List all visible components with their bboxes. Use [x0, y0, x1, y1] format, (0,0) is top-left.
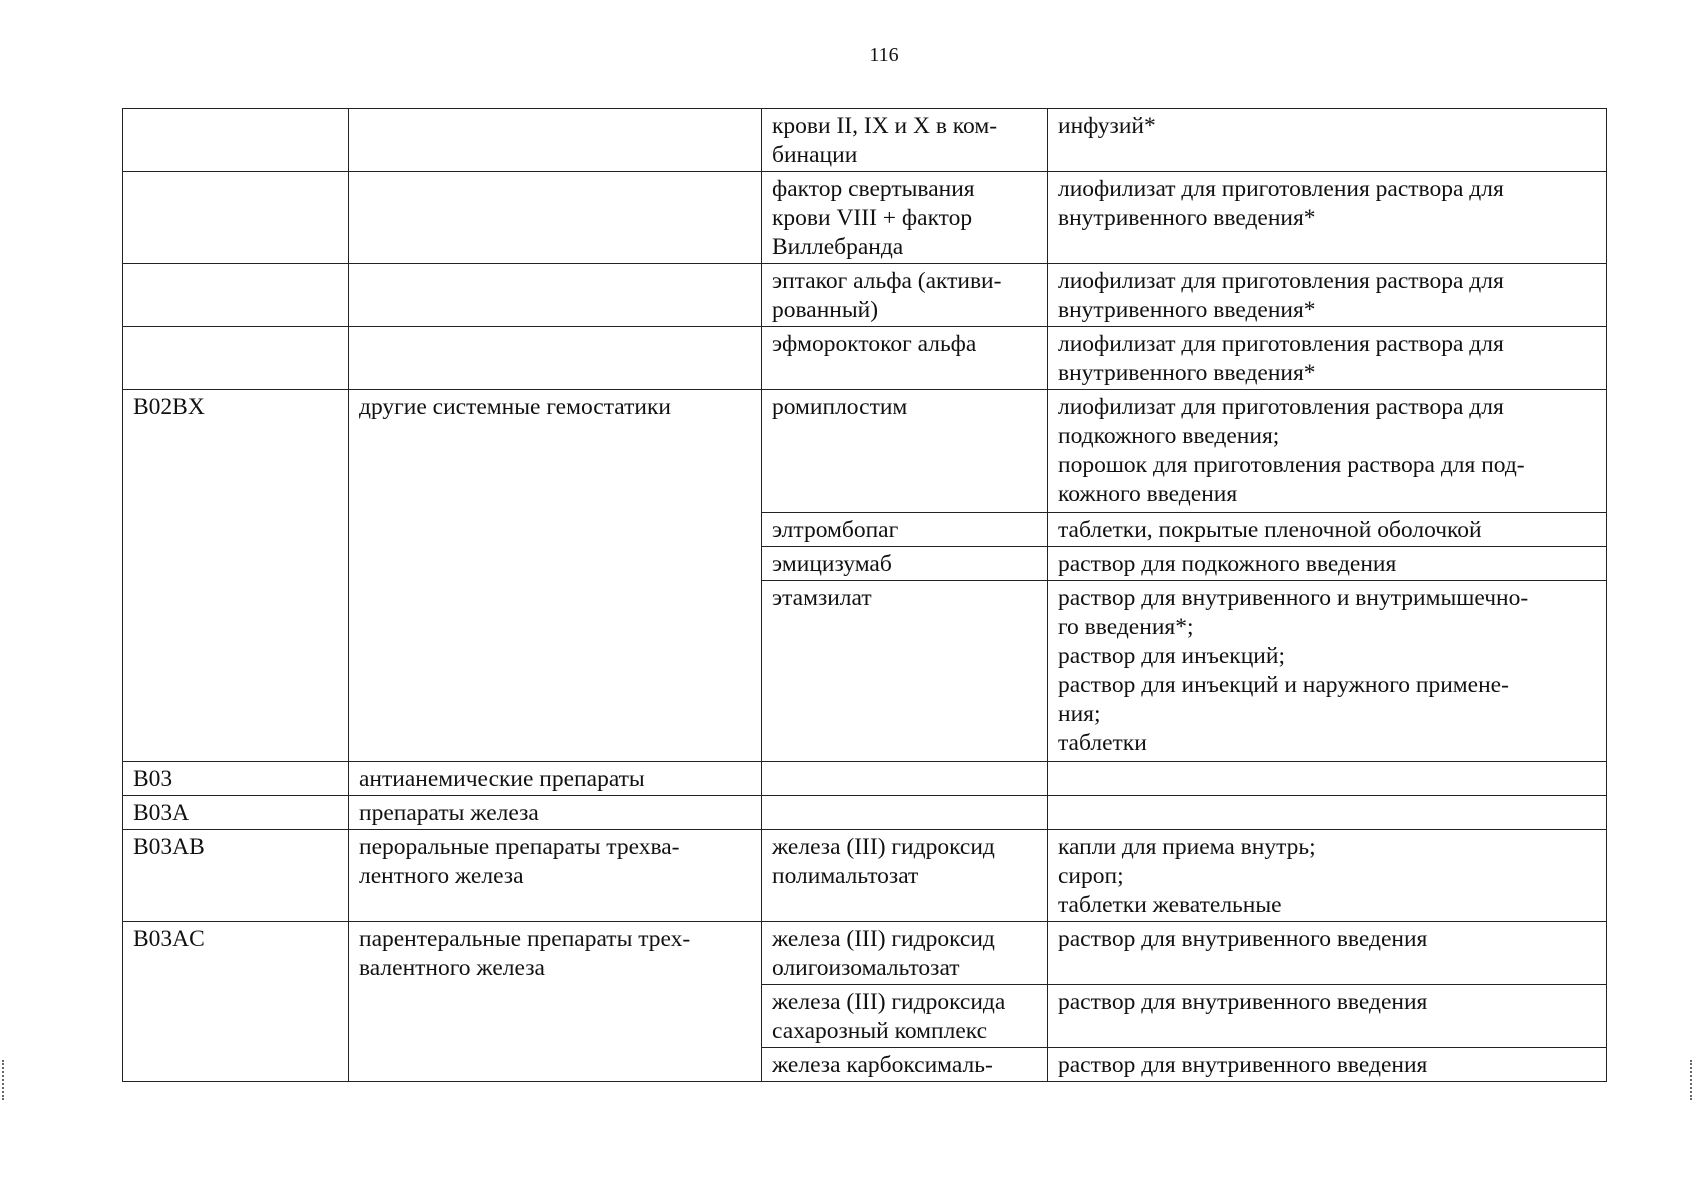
group-cell: [349, 172, 762, 264]
atc-code-cell: B03A: [123, 796, 349, 830]
drug-name-cell: элтромбопаг: [762, 513, 1048, 547]
table-row: [123, 327, 1607, 390]
atc-code-cell: B03AB: [123, 830, 349, 922]
drug-name-cell: ромиплостим: [762, 390, 1048, 513]
group-cell: пероральные препараты трехва- лентного железа: [349, 830, 762, 922]
atc-code-cell: B03: [123, 762, 349, 796]
table-row: [123, 922, 1607, 985]
group-cell: другие системные гемостатики: [349, 390, 762, 762]
atc-code-cell: [123, 327, 349, 390]
group-cell: [349, 264, 762, 327]
table-row: [123, 109, 1607, 172]
dosage-form-cell: [1048, 762, 1607, 796]
dosage-form-cell: лиофилизат для приготовления раствора для внутривенного введения*: [1048, 172, 1607, 264]
drug-name-cell: железа карбоксималь-: [762, 1048, 1048, 1082]
dosage-form-cell: лиофилизат для приготовления раствора для внутривенного введения*: [1048, 327, 1607, 390]
group-cell: парентеральные препараты трех- валентного железа: [349, 922, 762, 1082]
dosage-form-cell: раствор для внутривенного введения: [1048, 1048, 1607, 1082]
dosage-form-cell: таблетки, покрытые пленочной оболочкой: [1048, 513, 1607, 547]
dosage-form-cell: инфузий*: [1048, 109, 1607, 172]
dosage-form-cell: раствор для внутривенного и внутримышечно- го введения*; раствор для инъекций; раствор для инъекций и наружного примене- ния; таблетки: [1048, 581, 1607, 762]
dosage-form-cell: раствор для подкожного введения: [1048, 547, 1607, 581]
dosage-form-cell: лиофилизат для приготовления раствора для подкожного введения; порошок для приготовления раствора для под- кожного введения: [1048, 390, 1607, 513]
drug-name-cell: железа (III) гидроксида сахарозный комплекс: [762, 985, 1048, 1048]
atc-code-cell: [123, 172, 349, 264]
drug-table: [122, 108, 1607, 1082]
atc-code-cell: [123, 109, 349, 172]
group-cell: препараты железа: [349, 796, 762, 830]
table-row: [123, 172, 1607, 264]
group-cell: [349, 109, 762, 172]
left-margin-mark: [2, 1060, 7, 1100]
drug-name-cell: [762, 762, 1048, 796]
atc-code-cell: B03AC: [123, 922, 349, 1082]
group-cell: [349, 327, 762, 390]
drug-name-cell: этамзилат: [762, 581, 1048, 762]
dosage-form-cell: раствор для внутривенного введения: [1048, 985, 1607, 1048]
table-row: [123, 762, 1607, 796]
table-row: [123, 796, 1607, 830]
group-cell: антианемические препараты: [349, 762, 762, 796]
drug-name-cell: эмицизумаб: [762, 547, 1048, 581]
atc-code-cell: B02BX: [123, 390, 349, 762]
drug-name-cell: эптаког альфа (активи- рованный): [762, 264, 1048, 327]
page-number: 116: [869, 44, 899, 66]
drug-name-cell: железа (III) гидроксид полимальтозат: [762, 830, 1048, 922]
right-margin-mark: [1690, 1060, 1695, 1100]
drug-name-cell: эфмороктоког альфа: [762, 327, 1048, 390]
drug-name-cell: [762, 796, 1048, 830]
table-row: [123, 390, 1607, 513]
drug-name-cell: фактор свертывания крови VIII + фактор Виллебранда: [762, 172, 1048, 264]
dosage-form-cell: раствор для внутривенного введения: [1048, 922, 1607, 985]
table-row: [123, 830, 1607, 922]
atc-code-cell: [123, 264, 349, 327]
table-row: [123, 264, 1607, 327]
drug-name-cell: крови II, IX и X в ком- бинации: [762, 109, 1048, 172]
dosage-form-cell: капли для приема внутрь; сироп; таблетки жевательные: [1048, 830, 1607, 922]
dosage-form-cell: [1048, 796, 1607, 830]
dosage-form-cell: лиофилизат для приготовления раствора для внутривенного введения*: [1048, 264, 1607, 327]
drug-name-cell: железа (III) гидроксид олигоизомальтозат: [762, 922, 1048, 985]
